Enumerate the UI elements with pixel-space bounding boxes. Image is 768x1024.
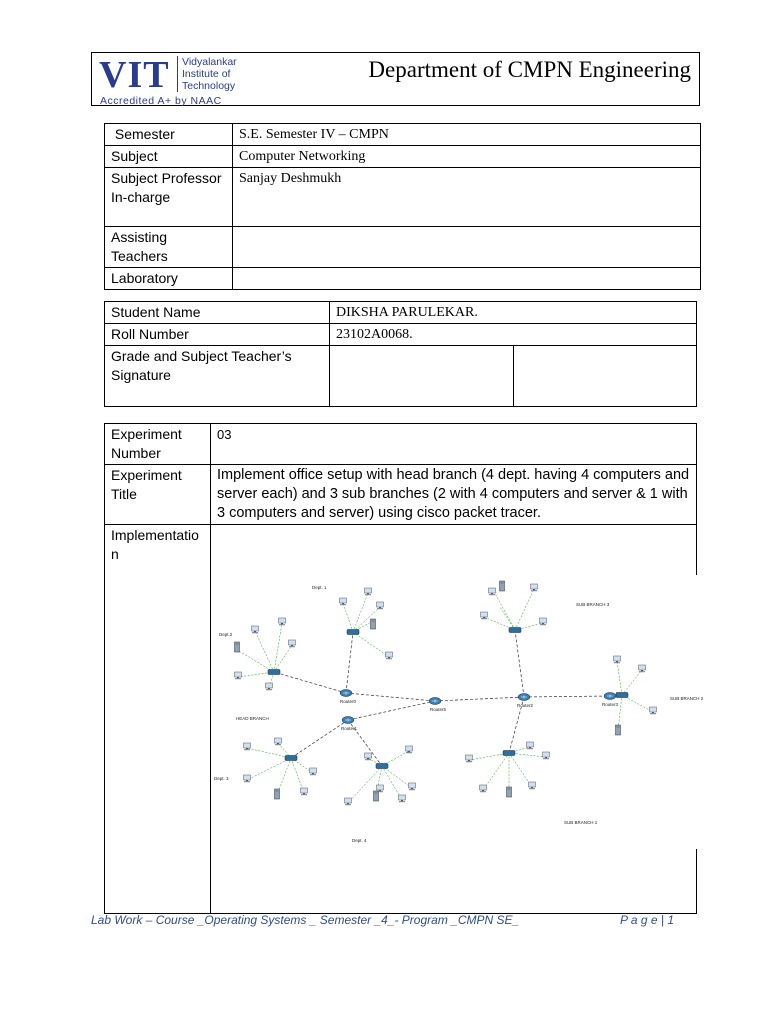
roll-number-value: 23102A0068. [330, 324, 697, 346]
dept3-label: Dept. 3 [214, 776, 229, 781]
head-branch-label: HEAD BRANCH [236, 716, 269, 721]
table-row [105, 302, 697, 324]
experiment-title-label: Experiment Title [105, 465, 211, 525]
backbone-links [274, 630, 622, 766]
logo-institute-name [177, 56, 237, 92]
access-links [237, 588, 653, 803]
router1-label: Router1 [341, 726, 358, 731]
department-title: Department of CMPN Engineering [368, 57, 691, 82]
course-info-table [104, 123, 701, 290]
logo-accreditation: Accredited A+ by NAAC [100, 95, 222, 107]
router0-label: Router0 [340, 699, 357, 704]
table-row [105, 227, 701, 268]
table-row [105, 324, 697, 346]
router5-label: Router5 [430, 707, 447, 712]
sub-branch-3-label: SUB BRANCH 3 [576, 602, 610, 607]
professor-label: Subject Professor In-charge [105, 168, 233, 227]
logo-mark: VIT [99, 54, 170, 96]
student-info-table [104, 301, 697, 407]
table-row [105, 168, 701, 227]
subject-label: Subject [105, 146, 233, 168]
experiment-number-label: Experiment Number [105, 424, 211, 465]
servers [235, 581, 621, 801]
professor-value: Sanjay Deshmukh [233, 168, 701, 227]
footer-course-info: Lab Work – Course _Operating Systems _ Semester _4_- Program _CMPN SE_ [91, 913, 520, 927]
dept4-label: Dept. 4 [352, 838, 367, 843]
grade-signature-label: Grade and Subject Teacher’s Signature [105, 346, 330, 407]
semester-value: S.E. Semester IV – CMPN [233, 124, 701, 146]
table-row [105, 146, 701, 168]
logo-name-line-2: Institute of [182, 68, 231, 80]
table-row [105, 268, 701, 290]
experiment-number-value: 03 [211, 424, 697, 465]
logo-name-line-3: Technology [182, 80, 236, 92]
implementation-label: Implementatio n [105, 525, 211, 914]
table-row [105, 424, 697, 465]
experiment-title-value: Implement office setup with head branch (4 dept. having 4 computers and server each) and 3 sub branches (2 with 4 computers and server & 1 with 3 computers and server) using cisco packet tracer. [211, 465, 697, 525]
student-name-label: Student Name [105, 302, 330, 324]
document-header [91, 52, 700, 106]
assisting-teachers-label: Assisting Teachers [105, 227, 233, 268]
semester-label: Semester [105, 124, 233, 146]
laboratory-value [233, 268, 701, 290]
network-topology-diagram [212, 575, 704, 849]
logo-name-line-1: Vidyalankar [182, 56, 237, 68]
dept2-label: Dept.2 [219, 632, 233, 637]
area-labels [214, 585, 704, 843]
roll-number-label: Roll Number [105, 324, 330, 346]
footer-page-number: P a g e | 1 [620, 913, 675, 927]
subject-value: Computer Networking [233, 146, 701, 168]
dept1-label: Dept. 1 [312, 585, 327, 590]
student-name-value: DIKSHA PARULEKAR. [330, 302, 697, 324]
sub-branch-2-label: SUB BRANCH 2 [670, 696, 704, 701]
signature-cell [514, 346, 697, 407]
laboratory-label: Laboratory [105, 268, 233, 290]
sub-branch-1-label: SUB BRANCH 1 [564, 820, 598, 825]
assisting-teachers-value [233, 227, 701, 268]
grade-cell [330, 346, 514, 407]
router2-label: Router2 [517, 703, 534, 708]
table-row [105, 465, 697, 525]
router3-label: Router3 [602, 702, 619, 707]
pcs [235, 584, 657, 805]
table-row [105, 346, 697, 407]
vit-logo [97, 55, 237, 105]
switches [268, 628, 628, 769]
table-row [105, 124, 701, 146]
routers [340, 690, 619, 732]
